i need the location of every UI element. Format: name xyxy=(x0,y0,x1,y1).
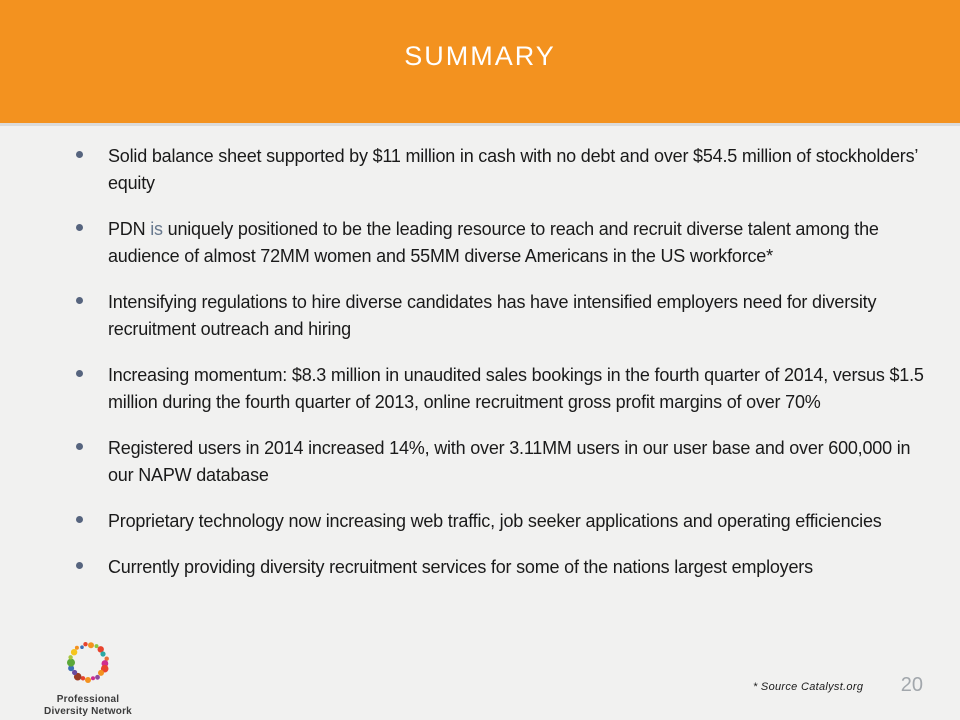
bullet-text: Currently providing diversity recruitment services for some of the nations largest employers xyxy=(108,557,813,577)
logo-text-line1: Professional xyxy=(56,694,120,705)
bullet-text: Registered users in 2014 increased 14%, with over 3.11MM users in our user base and over 600,000 in our NAPW database xyxy=(108,438,911,485)
pdn-logo xyxy=(22,630,154,717)
bullet-text: Increasing momentum: $8.3 million in unaudited sales bookings in the fourth quarter of 2014, versus $1.5 million during the fourth quarter of 2013, online recruitment gross profit margins of over 70% xyxy=(108,365,924,412)
pdn-logo-text xyxy=(22,694,154,717)
page-number: 20 xyxy=(900,674,923,696)
bullet-item xyxy=(72,216,930,270)
source-footnote: * Source Catalyst.org xyxy=(753,681,864,693)
bullet-text: Intensifying regulations to hire diverse candidates has have intensified employers need for diversity recruitment outreach and hiring xyxy=(108,292,877,339)
bullet-dot-icon xyxy=(76,370,83,377)
bullet-dot-icon xyxy=(76,151,83,158)
slide-title: SUMMARY xyxy=(404,41,556,71)
slide-header xyxy=(0,0,960,126)
bullet-item xyxy=(72,143,930,197)
bullet-item xyxy=(72,508,930,535)
bullet-text: PDN is uniquely positioned to be the leading resource to reach and recruit diverse talent among the audience of almost 72MM women and 55MM diverse Americans in the US workforce* xyxy=(108,219,879,266)
bullet-item xyxy=(72,362,930,416)
bullet-dot-icon xyxy=(76,562,83,569)
bullet-text: Solid balance sheet supported by $11 million in cash with no debt and over $54.5 million of stockholders’ equity xyxy=(108,146,918,193)
pdn-logo-dots-icon xyxy=(50,630,126,694)
bullet-dot-icon xyxy=(76,443,83,450)
bullet-list xyxy=(72,143,930,581)
bullet-item xyxy=(72,435,930,489)
bullet-dot-icon xyxy=(76,516,83,523)
bullet-dot-icon xyxy=(76,297,83,304)
slide-body xyxy=(72,143,930,600)
logo-text-line2: Diversity Network xyxy=(44,705,132,717)
bullet-text: Proprietary technology now increasing web traffic, job seeker applications and operating efficiencies xyxy=(108,511,882,531)
bullet-item xyxy=(72,554,930,581)
bullet-item xyxy=(72,289,930,343)
bullet-dot-icon xyxy=(76,224,83,231)
